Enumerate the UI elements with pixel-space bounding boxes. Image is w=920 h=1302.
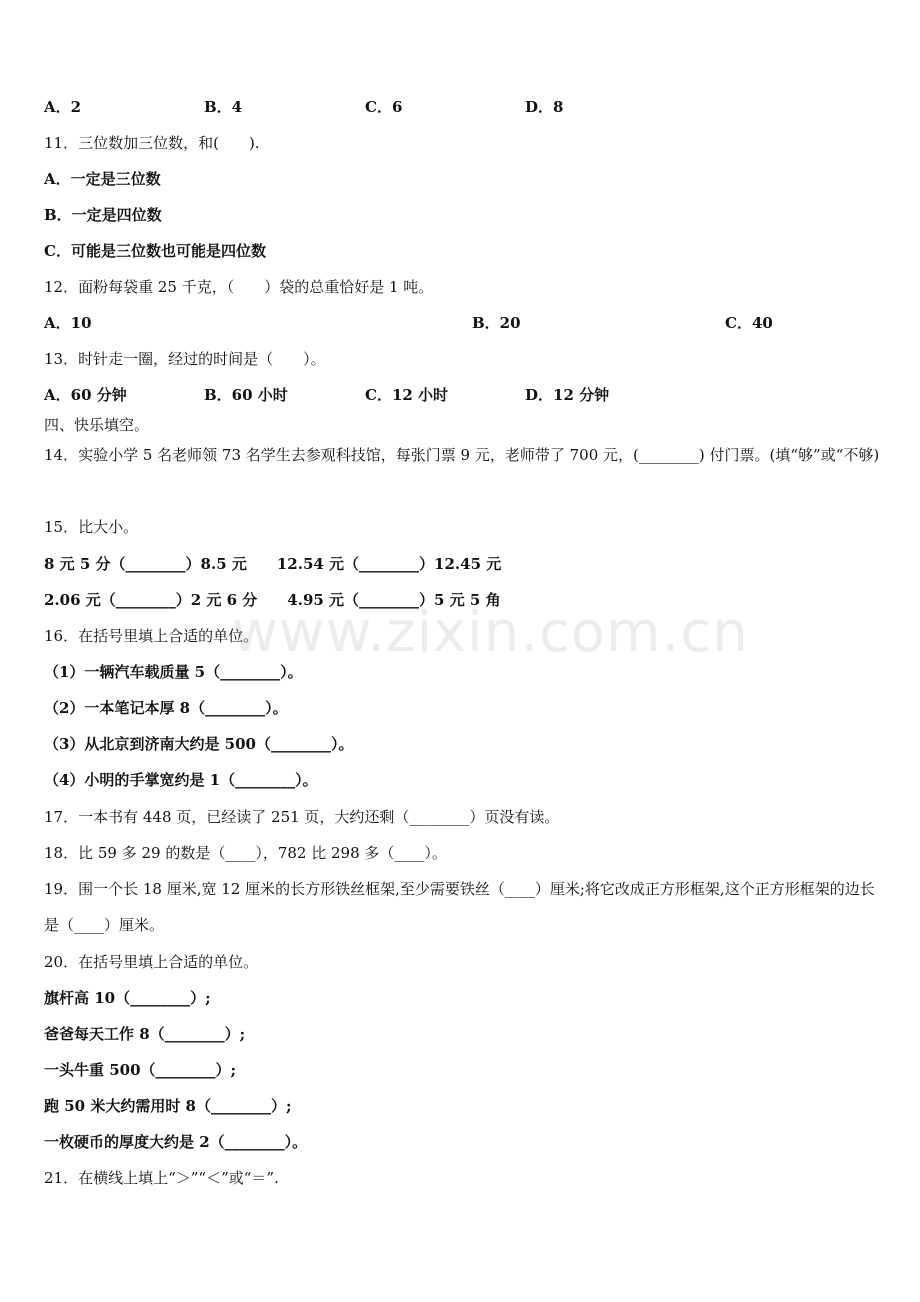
q11-option-b: B．一定是四位数 [44,206,162,224]
q15-row-2: 2.06 元（________）2 元 6 分 4.95 元（________）5 元 5 角 [44,591,501,609]
q13-option-c: C．12 小时 [365,386,449,404]
q20-stem: 20．在括号里填上合适的单位。 [44,953,259,971]
section-4-title: 四、快乐填空。 [44,416,150,434]
q12-stem: 12．面粉每袋重 25 千克，（ ）袋的总重恰好是 1 吨。 [44,278,434,296]
q15-row-1: 8 元 5 分（________）8.5 元 12.54 元（________）12.45 元 [44,555,502,573]
q18-text: 18．比 59 多 29 的数是（____），782 比 298 多（____）。 [44,844,447,862]
q16-stem: 16．在括号里填上合适的单位。 [44,627,259,645]
q20-item-1: 旗杆高 10（________）; [44,989,211,1007]
q13-option-a: A．60 分钟 [44,386,127,404]
q20-item-4: 跑 50 米大约需用时 8（________）; [44,1097,292,1115]
q16-item-3: （3）从北京到济南大约是 500（________）。 [44,735,354,753]
q17-text: 17．一本书有 448 页，已经读了 251 页，大约还剩（________）页没有读。 [44,808,560,826]
q10-option-b: B．4 [204,98,243,116]
watermark: www.zixin.com.cn [232,600,749,665]
q11-stem: 11．三位数加三位数，和( ). [44,134,260,152]
q16-item-2: （2）一本笔记本厚 8（________）。 [44,699,288,717]
q13-option-b: B．60 小时 [204,386,288,404]
q10-option-a: A．2 [44,98,82,116]
q19-text: 19．围一个长 18 厘米,宽 12 厘米的长方形铁丝框架,至少需要铁丝（____）厘米;将它改成正方形框架,这个正方形框架的边长是（____）厘米。 [44,880,875,934]
q20-item-5: 一枚硬币的厚度大约是 2（________）。 [44,1133,308,1151]
q16-item-4: （4）小明的手掌宽约是 1（________）。 [44,771,318,789]
q20-item-2: 爸爸每天工作 8（________）; [44,1025,246,1043]
q15-stem: 15．比大小。 [44,518,139,536]
q12-option-b: B．20 [472,314,521,332]
q13-stem: 13．时针走一圈，经过的时间是（ ）。 [44,350,326,368]
q21-text: 21．在横线上填上“＞”“＜”或“＝”. [44,1169,279,1187]
q12-option-c: C．40 [725,314,773,332]
q14-text: 14．实验小学 5 名老师领 73 名学生去参观科技馆，每张门票 9 元，老师带了 700 元，(________) 付门票。(填“够”或“不够) [44,446,880,464]
q16-item-1: （1）一辆汽车载质量 5（________）。 [44,663,303,681]
q12-option-a: A．10 [44,314,92,332]
q11-option-a: A．一定是三位数 [44,170,161,188]
q10-option-c: C．6 [365,98,403,116]
q20-item-3: 一头牛重 500（________）; [44,1061,237,1079]
q11-option-c: C．可能是三位数也可能是四位数 [44,242,266,260]
q13-option-d: D．12 分钟 [525,386,610,404]
q10-option-d: D．8 [525,98,564,116]
